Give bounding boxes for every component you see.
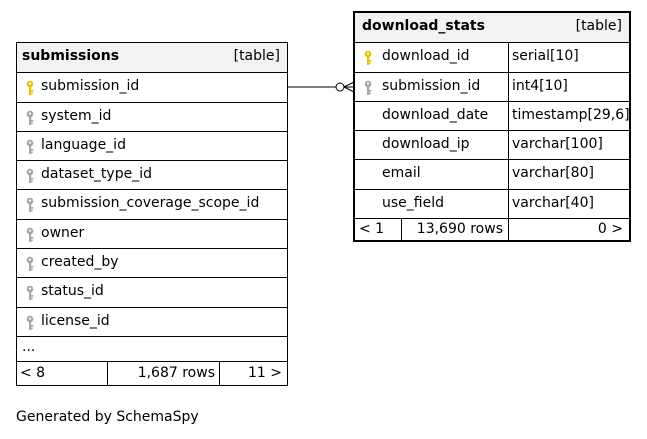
column-name: submission_coverage_scope_id — [41, 195, 260, 212]
column-type: timestamp[29,6] — [512, 106, 630, 123]
row-count: 13,690 rows — [416, 221, 503, 238]
footer-divider — [219, 362, 220, 385]
column-name: status_id — [41, 283, 104, 300]
footer-divider — [508, 219, 509, 240]
foreign-key-icon — [25, 139, 36, 155]
column-row[interactable] — [17, 277, 287, 306]
foreign-key-icon — [25, 315, 36, 331]
column-name: language_id — [41, 136, 126, 153]
column-row[interactable] — [355, 189, 629, 218]
column-row[interactable] — [17, 219, 287, 248]
parents-count[interactable]: < 8 — [20, 364, 46, 381]
table-name: download_stats — [362, 18, 485, 34]
column-row[interactable] — [17, 248, 287, 277]
more-columns: ... — [22, 338, 36, 355]
submissions-table-footer — [17, 361, 287, 385]
column-name: email — [382, 165, 421, 182]
table-kind: [table] — [233, 48, 280, 64]
download-stats-table-header[interactable] — [355, 13, 629, 42]
column-row[interactable] — [17, 189, 287, 218]
column-type: varchar[80] — [512, 165, 594, 182]
table-name: submissions — [22, 48, 120, 64]
column-name-cell — [355, 160, 509, 188]
column-row[interactable] — [17, 131, 287, 160]
footer-divider — [401, 219, 402, 240]
submissions-table[interactable] — [16, 42, 288, 386]
column-name: owner — [41, 224, 85, 241]
children-count[interactable]: 0 > — [597, 221, 623, 238]
column-name: submission_id — [382, 77, 481, 94]
column-name: submission_id — [41, 78, 140, 95]
download-stats-table-footer — [355, 218, 629, 240]
foreign-key-icon — [25, 227, 36, 243]
foreign-key-icon — [25, 256, 36, 272]
more-columns-row — [17, 336, 287, 361]
primary-key-icon — [363, 50, 374, 66]
column-row[interactable] — [17, 160, 287, 189]
column-row[interactable] — [17, 307, 287, 336]
submissions-table-header[interactable] — [17, 43, 287, 72]
column-name: download_ip — [382, 136, 470, 153]
column-row[interactable] — [355, 72, 629, 101]
column-row[interactable] — [355, 159, 629, 188]
column-row[interactable] — [355, 42, 629, 71]
column-name: download_id — [382, 48, 470, 65]
foreign-key-icon — [25, 197, 36, 213]
column-type: serial[10] — [512, 48, 579, 65]
column-row[interactable] — [17, 72, 287, 101]
column-row[interactable] — [355, 130, 629, 159]
column-name: download_date — [382, 106, 489, 123]
table-kind: [table] — [575, 18, 622, 34]
column-type: varchar[40] — [512, 194, 594, 211]
column-type: int4[10] — [512, 77, 568, 94]
foreign-key-icon — [25, 168, 36, 184]
row-count: 1,687 rows — [137, 364, 215, 381]
column-row[interactable] — [17, 102, 287, 131]
column-name: dataset_type_id — [41, 166, 152, 183]
connector-zero-circle — [336, 83, 344, 91]
primary-key-icon — [25, 80, 36, 96]
download-stats-table[interactable] — [353, 11, 631, 242]
footer-divider — [107, 362, 108, 385]
parents-count[interactable]: < 1 — [359, 221, 385, 238]
foreign-key-icon — [363, 80, 374, 96]
column-name: created_by — [41, 254, 119, 271]
column-name: system_id — [41, 107, 112, 124]
column-row[interactable] — [355, 101, 629, 130]
generator-caption: Generated by SchemaSpy — [16, 409, 199, 425]
column-name: license_id — [41, 312, 110, 329]
column-name: use_field — [382, 194, 444, 211]
column-type: varchar[100] — [512, 136, 603, 153]
children-count[interactable]: 11 > — [248, 364, 282, 381]
foreign-key-icon — [25, 285, 36, 301]
foreign-key-icon — [25, 110, 36, 126]
